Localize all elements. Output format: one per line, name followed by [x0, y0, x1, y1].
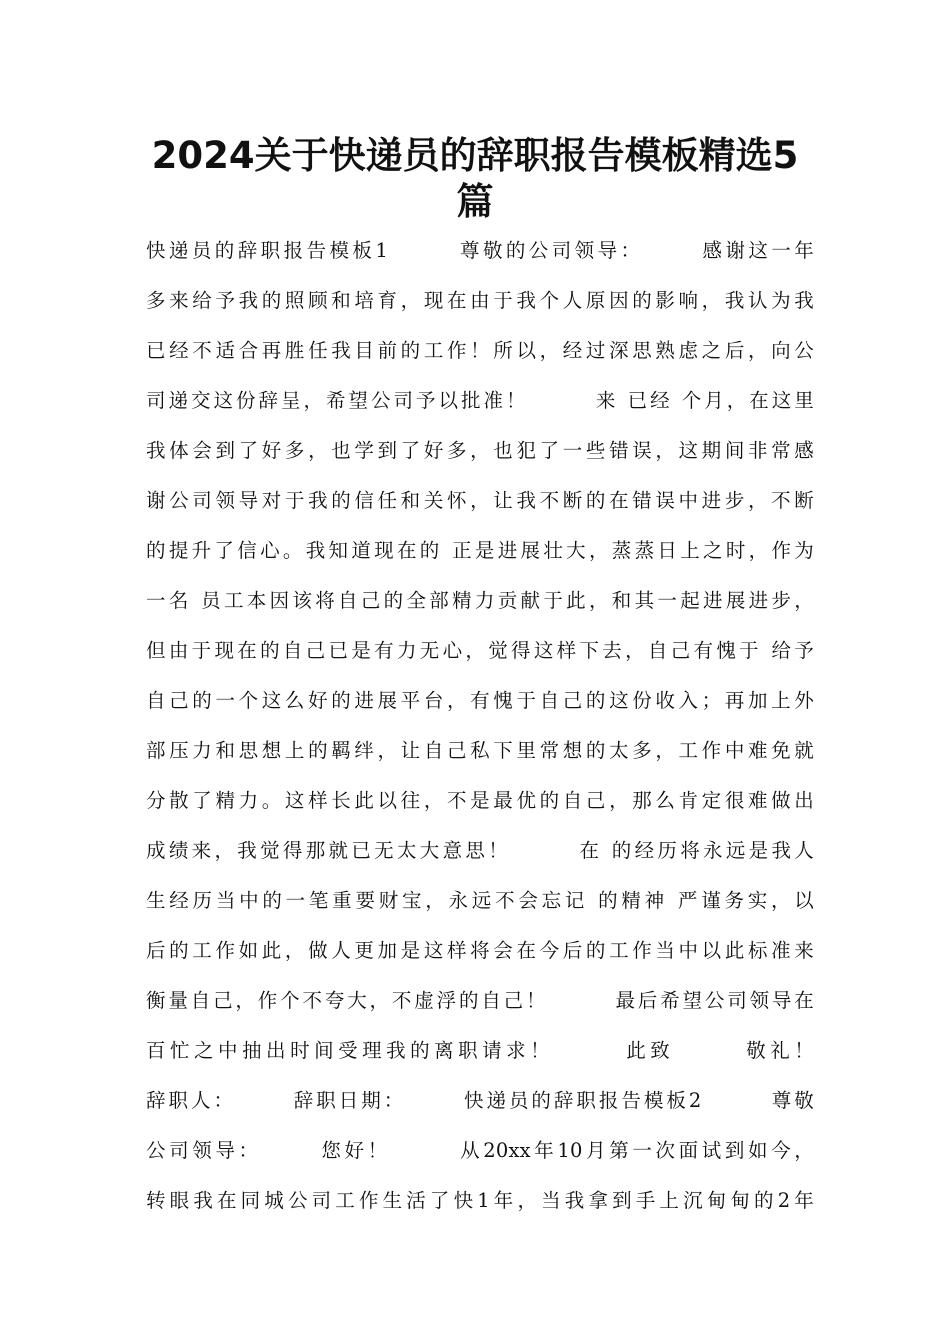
- body-line: 但由于现在的自己已是有力无心，觉得这样下去，自己有愧于 给予: [146, 639, 814, 662]
- body-line: 多来给予我的照顾和培育，现在由于我个人原因的影响，我认为我: [146, 289, 814, 312]
- body-line: 转眼我在同城公司工作生活了快1年，当我拿到手上沉甸甸的2年: [146, 1189, 814, 1212]
- body-line: 快递员的辞职报告模板1 尊敬的公司领导： 感谢这一年: [146, 239, 814, 262]
- document-title-line-1: 2024关于快递员的辞职报告模板精选5: [151, 134, 799, 177]
- body-line: 辞职人： 辞职日期： 快递员的辞职报告模板2 尊敬: [146, 1089, 814, 1112]
- body-line: 谢公司领导对于我的信任和关怀，让我不断的在错误中进步，不断: [146, 489, 814, 512]
- document-title-line-2: 篇: [456, 180, 494, 223]
- body-line: 百忙之中抽出时间受理我的离职请求！ 此致 敬礼！: [146, 1039, 814, 1062]
- body-line: 司递交这份辞呈，希望公司予以批准！ 来 已经 个月，在这里: [146, 389, 814, 412]
- body-line: 我体会到了好多，也学到了好多，也犯了一些错误，这期间非常感: [146, 439, 814, 462]
- body-line: 已经不适合再胜任我目前的工作！所以，经过深思熟虑之后，向公: [146, 339, 814, 362]
- body-line: 公司领导： 您好！ 从20xx年10月第一次面试到如今，: [146, 1139, 814, 1162]
- body-line: 自己的一个这么好的进展平台，有愧于自己的这份收入；再加上外: [146, 689, 814, 712]
- body-line: 衡量自己，作个不夸大，不虚浮的自己！ 最后希望公司领导在: [146, 989, 814, 1012]
- body-line: 部压力和思想上的羁绊，让自己私下里常想的太多，工作中难免就: [146, 739, 814, 762]
- body-line: 生经历当中的一笔重要财宝，永远不会忘记 的精神 严谨务实，以: [146, 889, 814, 912]
- body-line: 后的工作如此，做人更加是这样将会在今后的工作当中以此标准来: [146, 939, 814, 962]
- body-line: 一名 员工本因该将自己的全部精力贡献于此，和其一起进展进步，: [146, 589, 814, 612]
- body-line: 成绩来，我觉得那就已无太大意思！ 在 的经历将永远是我人: [146, 839, 814, 862]
- body-line: 的提升了信心。我知道现在的 正是进展壮大，蒸蒸日上之时，作为: [146, 539, 814, 562]
- body-line: 分散了精力。这样长此以往，不是最优的自己，那么肯定很难做出: [146, 789, 814, 812]
